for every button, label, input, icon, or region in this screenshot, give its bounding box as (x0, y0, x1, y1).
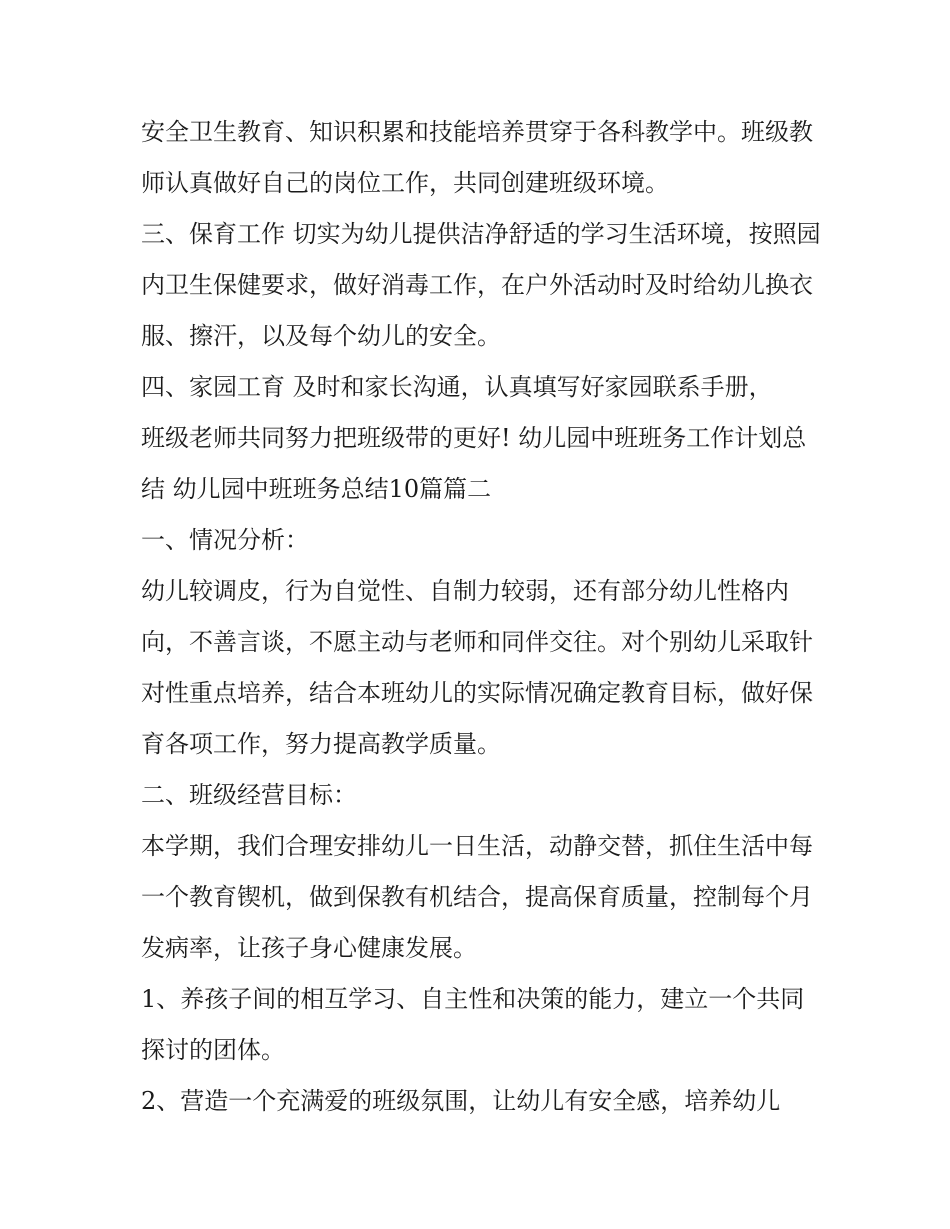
document-body (141, 107, 821, 1127)
paragraph-safety-education: 安全卫生教育、知识积累和技能培养贯穿于各科教学中。班级教师认真做好自己的岗位工作，共同创建班级环境。 (141, 118, 813, 197)
paragraph-childcare-work: 三、保育工作 切实为幼儿提供洁净舒适的学习生活环境，按照园内卫生保健要求，做好消毒工作，在户外活动时及时给幼儿换衣服、擦汗，以及每个幼儿的安全。 (141, 220, 821, 350)
list-item-goal-2: 2、营造一个充满爱的班级氛围，让幼儿有安全感，培养幼儿 (141, 1087, 781, 1115)
paragraph-situation-analysis: 幼儿较调皮，行为自觉性、自制力较弱，还有部分幼儿性格内向，不善言谈，不愿主动与老师和同伴交往。对个别幼儿采取针对性重点培养，结合本班幼儿的实际情况确定教育目标，做好保育各项工作，努力提高教学质量。 (141, 577, 813, 758)
heading-class-goals: 二、班级经营目标： (141, 781, 357, 809)
paragraph-home-school: 四、家园工育 及时和家长沟通，认真填写好家园联系手册， (141, 373, 773, 401)
list-item-goal-1: 1、养孩子间的相互学习、自主性和决策的能力，建立一个共同探讨的团体。 (141, 985, 805, 1064)
heading-situation-analysis: 一、情况分析： (141, 526, 309, 554)
paragraph-teachers-effort: 班级老师共同努力把班级带的更好! 幼儿园中班班务工作计划总结 幼儿园中班班务总结10篇篇二 (141, 424, 807, 503)
paragraph-class-goals: 本学期，我们合理安排幼儿一日生活，动静交替，抓住生活中每一个教育锲机，做到保教有机结合，提高保育质量，控制每个月发病率，让孩子身心健康发展。 (141, 832, 813, 962)
